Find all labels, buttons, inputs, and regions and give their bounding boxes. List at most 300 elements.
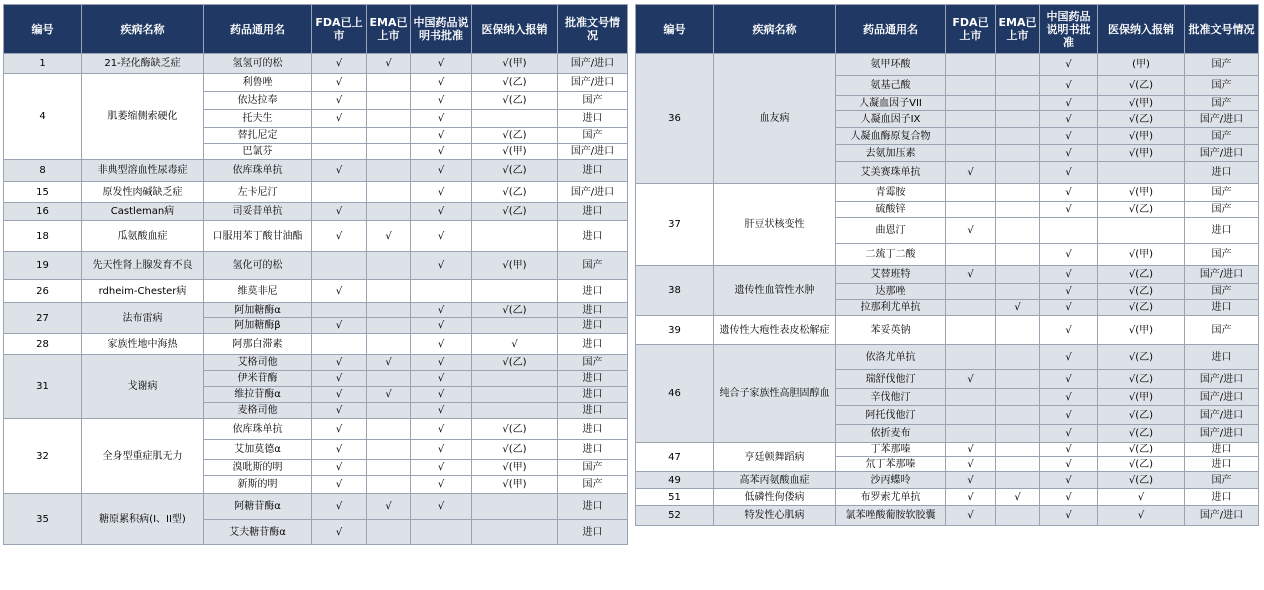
drug-name-cell: 氨基己酸 bbox=[836, 76, 946, 96]
disease-id-cell: 31 bbox=[4, 355, 82, 419]
china-approval-cell: √ bbox=[411, 355, 472, 371]
drug-name-cell: 拉那利尤单抗 bbox=[836, 300, 946, 316]
drug-name-cell: 依折麦布 bbox=[836, 425, 946, 443]
disease-id-cell: 47 bbox=[636, 443, 714, 472]
china-approval-cell: √ bbox=[411, 476, 472, 494]
column-header: 药品通用名 bbox=[836, 5, 946, 54]
approval-number-cell: 进口 bbox=[1185, 218, 1259, 244]
table-header-left bbox=[4, 5, 628, 54]
fda-cell: √ bbox=[312, 92, 367, 110]
drug-name-cell: 依库珠单抗 bbox=[204, 419, 312, 440]
ema-cell bbox=[367, 303, 411, 318]
drug-name-cell: 依达拉奉 bbox=[204, 92, 312, 110]
column-header: 批准文号情况 bbox=[1185, 5, 1259, 54]
disease-name-cell: 遗传性血管性水肿 bbox=[714, 266, 836, 316]
table-row bbox=[636, 443, 1259, 457]
china-approval-cell: √ bbox=[411, 440, 472, 460]
ema-cell bbox=[996, 506, 1040, 526]
fda-cell bbox=[946, 284, 996, 300]
ema-cell bbox=[367, 334, 411, 355]
disease-id-cell: 28 bbox=[4, 334, 82, 355]
disease-id-cell: 51 bbox=[636, 489, 714, 506]
approval-number-cell: 进口 bbox=[1185, 300, 1259, 316]
china-approval-cell: √ bbox=[1040, 184, 1098, 202]
fda-cell bbox=[946, 54, 996, 76]
insurance-cell: √(乙) bbox=[1098, 406, 1185, 425]
approval-number-cell: 进口 bbox=[558, 318, 628, 334]
approval-number-cell: 进口 bbox=[558, 371, 628, 387]
china-approval-cell: √ bbox=[411, 182, 472, 203]
insurance-cell bbox=[472, 110, 558, 128]
fda-cell bbox=[946, 76, 996, 96]
china-approval-cell: √ bbox=[411, 221, 472, 252]
insurance-cell: (甲) bbox=[1098, 54, 1185, 76]
china-approval-cell: √ bbox=[1040, 162, 1098, 184]
drug-name-cell: 艾替班特 bbox=[836, 266, 946, 284]
insurance-cell: √(乙) bbox=[1098, 266, 1185, 284]
fda-cell: √ bbox=[312, 494, 367, 520]
insurance-cell: √(甲) bbox=[1098, 145, 1185, 162]
column-header: 批准文号情况 bbox=[558, 5, 628, 54]
disease-name-cell: 遗传性大疱性表皮松解症 bbox=[714, 316, 836, 345]
fda-cell bbox=[946, 184, 996, 202]
china-approval-cell: √ bbox=[1040, 111, 1098, 128]
china-approval-cell: √ bbox=[411, 387, 472, 403]
fda-cell bbox=[312, 334, 367, 355]
ema-cell: √ bbox=[996, 489, 1040, 506]
disease-name-cell: 特发性心肌病 bbox=[714, 506, 836, 526]
china-approval-cell: √ bbox=[1040, 284, 1098, 300]
approval-number-cell: 国产/进口 bbox=[558, 74, 628, 92]
china-approval-cell: √ bbox=[411, 371, 472, 387]
fda-cell: √ bbox=[312, 318, 367, 334]
table-row bbox=[4, 334, 628, 355]
fda-cell: √ bbox=[312, 110, 367, 128]
china-approval-cell: √ bbox=[411, 203, 472, 221]
disease-name-cell: 戈谢病 bbox=[82, 355, 204, 419]
approval-number-cell: 国产 bbox=[1185, 284, 1259, 300]
china-approval-cell: √ bbox=[1040, 472, 1098, 489]
china-approval-cell: √ bbox=[411, 318, 472, 334]
column-header: 医保纳入报销 bbox=[472, 5, 558, 54]
drug-name-cell: 替扎尼定 bbox=[204, 128, 312, 144]
china-approval-cell: √ bbox=[411, 252, 472, 280]
table-row bbox=[636, 316, 1259, 345]
drug-name-cell: 苯妥英钠 bbox=[836, 316, 946, 345]
ema-cell bbox=[996, 162, 1040, 184]
approval-number-cell: 国产 bbox=[558, 252, 628, 280]
ema-cell bbox=[367, 128, 411, 144]
fda-cell: √ bbox=[946, 489, 996, 506]
approval-number-cell: 进口 bbox=[558, 440, 628, 460]
insurance-cell bbox=[472, 221, 558, 252]
ema-cell bbox=[996, 184, 1040, 202]
ema-cell bbox=[367, 252, 411, 280]
ema-cell: √ bbox=[367, 387, 411, 403]
drug-name-cell: 左卡尼汀 bbox=[204, 182, 312, 203]
approval-number-cell: 国产/进口 bbox=[558, 144, 628, 160]
ema-cell bbox=[996, 457, 1040, 472]
drug-name-cell: 辛伐他汀 bbox=[836, 389, 946, 406]
insurance-cell: √(甲) bbox=[1098, 316, 1185, 345]
insurance-cell: √(乙) bbox=[472, 303, 558, 318]
ema-cell bbox=[996, 316, 1040, 345]
approval-number-cell: 国产/进口 bbox=[1185, 266, 1259, 284]
approval-number-cell: 国产 bbox=[558, 460, 628, 476]
insurance-cell: √(乙) bbox=[1098, 76, 1185, 96]
china-approval-cell: √ bbox=[411, 92, 472, 110]
ema-cell bbox=[996, 345, 1040, 370]
approval-number-cell: 国产 bbox=[1185, 76, 1259, 96]
china-approval-cell: √ bbox=[411, 303, 472, 318]
china-approval-cell: √ bbox=[411, 403, 472, 419]
drug-name-cell: 阿糖苷酶α bbox=[204, 494, 312, 520]
china-approval-cell: √ bbox=[411, 460, 472, 476]
insurance-cell: √(乙) bbox=[472, 128, 558, 144]
drug-table-left bbox=[3, 4, 628, 545]
approval-number-cell: 进口 bbox=[558, 419, 628, 440]
approval-number-cell: 国产/进口 bbox=[1185, 425, 1259, 443]
disease-id-cell: 16 bbox=[4, 203, 82, 221]
approval-number-cell: 进口 bbox=[558, 221, 628, 252]
ema-cell bbox=[367, 203, 411, 221]
china-approval-cell: √ bbox=[1040, 406, 1098, 425]
insurance-cell bbox=[1098, 162, 1185, 184]
china-approval-cell: √ bbox=[1040, 300, 1098, 316]
ema-cell bbox=[996, 370, 1040, 389]
china-approval-cell: √ bbox=[411, 419, 472, 440]
drug-name-cell: 托夫生 bbox=[204, 110, 312, 128]
fda-cell bbox=[946, 244, 996, 266]
drug-name-cell: 溴吡斯的明 bbox=[204, 460, 312, 476]
fda-cell: √ bbox=[946, 506, 996, 526]
fda-cell: √ bbox=[312, 403, 367, 419]
approval-number-cell: 国产 bbox=[558, 128, 628, 144]
fda-cell bbox=[946, 145, 996, 162]
column-header: FDA已上市 bbox=[312, 5, 367, 54]
column-header: EMA已上市 bbox=[996, 5, 1040, 54]
table-row bbox=[4, 355, 628, 371]
drug-name-cell: 艾夫糖苷酶α bbox=[204, 520, 312, 545]
ema-cell bbox=[996, 111, 1040, 128]
insurance-cell bbox=[472, 280, 558, 303]
disease-id-cell: 38 bbox=[636, 266, 714, 316]
disease-id-cell: 37 bbox=[636, 184, 714, 266]
drug-name-cell: 瑞舒伐他汀 bbox=[836, 370, 946, 389]
fda-cell bbox=[946, 111, 996, 128]
column-header: 中国药品说明书批准 bbox=[411, 5, 472, 54]
china-approval-cell: √ bbox=[1040, 145, 1098, 162]
column-header: 疾病名称 bbox=[714, 5, 836, 54]
insurance-cell: √(乙) bbox=[472, 419, 558, 440]
drug-name-cell: 麦格司他 bbox=[204, 403, 312, 419]
insurance-cell: √(甲) bbox=[1098, 96, 1185, 111]
disease-id-cell: 18 bbox=[4, 221, 82, 252]
table-row bbox=[636, 266, 1259, 284]
fda-cell: √ bbox=[312, 419, 367, 440]
ema-cell: √ bbox=[367, 221, 411, 252]
disease-id-cell: 4 bbox=[4, 74, 82, 160]
insurance-cell bbox=[472, 387, 558, 403]
fda-cell: √ bbox=[312, 221, 367, 252]
approval-number-cell: 国产/进口 bbox=[1185, 389, 1259, 406]
fda-cell bbox=[946, 128, 996, 145]
china-approval-cell bbox=[411, 280, 472, 303]
fda-cell bbox=[312, 252, 367, 280]
approval-number-cell: 进口 bbox=[558, 303, 628, 318]
ema-cell bbox=[996, 96, 1040, 111]
china-approval-cell: √ bbox=[1040, 76, 1098, 96]
insurance-cell: √(乙) bbox=[1098, 443, 1185, 457]
disease-name-cell: 全身型重症肌无力 bbox=[82, 419, 204, 494]
fda-cell bbox=[946, 202, 996, 218]
ema-cell bbox=[367, 419, 411, 440]
ema-cell bbox=[367, 318, 411, 334]
china-approval-cell: √ bbox=[1040, 389, 1098, 406]
ema-cell bbox=[996, 202, 1040, 218]
table-header-right bbox=[636, 5, 1259, 54]
approval-number-cell: 进口 bbox=[558, 403, 628, 419]
table-row bbox=[4, 182, 628, 203]
china-approval-cell: √ bbox=[1040, 316, 1098, 345]
china-approval-cell: √ bbox=[1040, 370, 1098, 389]
fda-cell: √ bbox=[312, 280, 367, 303]
approval-number-cell: 国产/进口 bbox=[558, 182, 628, 203]
table-row bbox=[4, 494, 628, 520]
drug-name-cell: 氘丁苯那嗪 bbox=[836, 457, 946, 472]
fda-cell: √ bbox=[312, 74, 367, 92]
insurance-cell bbox=[472, 318, 558, 334]
ema-cell bbox=[367, 160, 411, 182]
drug-name-cell: 司妥昔单抗 bbox=[204, 203, 312, 221]
approval-number-cell: 国产 bbox=[558, 92, 628, 110]
drug-name-cell: 氢氢可的松 bbox=[204, 54, 312, 74]
disease-id-cell: 39 bbox=[636, 316, 714, 345]
china-approval-cell: √ bbox=[1040, 489, 1098, 506]
drug-name-cell: 人凝血因子IX bbox=[836, 111, 946, 128]
insurance-cell: √(乙) bbox=[472, 160, 558, 182]
table-row bbox=[636, 506, 1259, 526]
drug-name-cell: 沙丙蝶呤 bbox=[836, 472, 946, 489]
insurance-cell: √(乙) bbox=[1098, 370, 1185, 389]
drug-name-cell: 维莫非尼 bbox=[204, 280, 312, 303]
approval-number-cell: 国产/进口 bbox=[1185, 111, 1259, 128]
approval-number-cell: 国产 bbox=[1185, 202, 1259, 218]
table-row bbox=[636, 184, 1259, 202]
disease-name-cell: 21-羟化酶缺乏症 bbox=[82, 54, 204, 74]
disease-name-cell: 肝豆状核变性 bbox=[714, 184, 836, 266]
approval-number-cell: 国产 bbox=[1185, 184, 1259, 202]
insurance-cell: √ bbox=[1098, 489, 1185, 506]
fda-cell: √ bbox=[946, 218, 996, 244]
fda-cell bbox=[312, 182, 367, 203]
disease-id-cell: 8 bbox=[4, 160, 82, 182]
drug-name-cell: 氢化可的松 bbox=[204, 252, 312, 280]
insurance-cell: √(乙) bbox=[1098, 300, 1185, 316]
drug-name-cell: 阿加糖酶α bbox=[204, 303, 312, 318]
insurance-cell: √(乙) bbox=[472, 92, 558, 110]
table-row bbox=[636, 489, 1259, 506]
fda-cell: √ bbox=[312, 387, 367, 403]
drug-name-cell: 曲恩汀 bbox=[836, 218, 946, 244]
fda-cell: √ bbox=[312, 355, 367, 371]
table-row bbox=[4, 252, 628, 280]
approval-number-cell: 进口 bbox=[558, 494, 628, 520]
column-header: 医保纳入报销 bbox=[1098, 5, 1185, 54]
insurance-cell: √(乙) bbox=[1098, 111, 1185, 128]
fda-cell: √ bbox=[946, 162, 996, 184]
ema-cell: √ bbox=[367, 54, 411, 74]
china-approval-cell: √ bbox=[1040, 425, 1098, 443]
ema-cell bbox=[367, 74, 411, 92]
disease-id-cell: 35 bbox=[4, 494, 82, 545]
china-approval-cell: √ bbox=[1040, 202, 1098, 218]
china-approval-cell: √ bbox=[1040, 128, 1098, 145]
table-row bbox=[4, 160, 628, 182]
table-row bbox=[4, 203, 628, 221]
drug-name-cell: 二巯丁二酸 bbox=[836, 244, 946, 266]
ema-cell bbox=[367, 182, 411, 203]
china-approval-cell: √ bbox=[411, 128, 472, 144]
approval-number-cell: 国产 bbox=[558, 355, 628, 371]
insurance-cell: √(甲) bbox=[472, 476, 558, 494]
fda-cell: √ bbox=[312, 476, 367, 494]
disease-name-cell: 糖原累积病(I、II型) bbox=[82, 494, 204, 545]
approval-number-cell: 国产 bbox=[558, 476, 628, 494]
table-row bbox=[4, 419, 628, 440]
disease-name-cell: 先天性肾上腺发育不良 bbox=[82, 252, 204, 280]
insurance-cell: √(乙) bbox=[1098, 425, 1185, 443]
ema-cell bbox=[996, 244, 1040, 266]
ema-cell: √ bbox=[367, 355, 411, 371]
approval-number-cell: 进口 bbox=[558, 160, 628, 182]
fda-cell: √ bbox=[312, 460, 367, 476]
china-approval-cell: √ bbox=[411, 110, 472, 128]
fda-cell bbox=[946, 96, 996, 111]
disease-name-cell: 高苯丙氨酸血症 bbox=[714, 472, 836, 489]
disease-name-cell: 非典型溶血性尿毒症 bbox=[82, 160, 204, 182]
insurance-cell: √(乙) bbox=[1098, 345, 1185, 370]
ema-cell bbox=[367, 440, 411, 460]
insurance-cell bbox=[472, 403, 558, 419]
drug-name-cell: 人凝血酶原复合物 bbox=[836, 128, 946, 145]
china-approval-cell bbox=[411, 520, 472, 545]
approval-number-cell: 进口 bbox=[558, 334, 628, 355]
insurance-cell: √(乙) bbox=[1098, 457, 1185, 472]
ema-cell bbox=[367, 371, 411, 387]
insurance-cell: √(甲) bbox=[472, 460, 558, 476]
insurance-cell: √ bbox=[1098, 506, 1185, 526]
fda-cell: √ bbox=[312, 371, 367, 387]
china-approval-cell: √ bbox=[411, 160, 472, 182]
approval-number-cell: 进口 bbox=[558, 280, 628, 303]
column-header: 编号 bbox=[4, 5, 82, 54]
ema-cell bbox=[996, 266, 1040, 284]
ema-cell bbox=[996, 76, 1040, 96]
insurance-cell bbox=[472, 520, 558, 545]
approval-number-cell: 国产/进口 bbox=[1185, 506, 1259, 526]
ema-cell bbox=[367, 110, 411, 128]
drug-name-cell: 丁苯那嗪 bbox=[836, 443, 946, 457]
column-header: EMA已上市 bbox=[367, 5, 411, 54]
disease-id-cell: 19 bbox=[4, 252, 82, 280]
drug-name-cell: 氨甲环酸 bbox=[836, 54, 946, 76]
drug-name-cell: 依库珠单抗 bbox=[204, 160, 312, 182]
disease-id-cell: 52 bbox=[636, 506, 714, 526]
column-header: 中国药品说明书批准 bbox=[1040, 5, 1098, 54]
fda-cell: √ bbox=[312, 203, 367, 221]
drug-name-cell: 伊米苷酶 bbox=[204, 371, 312, 387]
drug-name-cell: 氯苯唑酸葡胺软胶囊 bbox=[836, 506, 946, 526]
china-approval-cell: √ bbox=[1040, 443, 1098, 457]
ema-cell bbox=[996, 472, 1040, 489]
approval-number-cell: 进口 bbox=[558, 110, 628, 128]
china-approval-cell: √ bbox=[411, 494, 472, 520]
insurance-cell bbox=[1098, 218, 1185, 244]
insurance-cell: √(乙) bbox=[1098, 472, 1185, 489]
disease-name-cell: 原发性肉碱缺乏症 bbox=[82, 182, 204, 203]
insurance-cell: √(甲) bbox=[1098, 389, 1185, 406]
drug-name-cell: 去氨加压素 bbox=[836, 145, 946, 162]
table-row bbox=[636, 472, 1259, 489]
insurance-cell: √ bbox=[472, 334, 558, 355]
china-approval-cell: √ bbox=[1040, 244, 1098, 266]
approval-number-cell: 国产 bbox=[1185, 244, 1259, 266]
disease-name-cell: 肌萎缩侧索硬化 bbox=[82, 74, 204, 160]
column-header: FDA已上市 bbox=[946, 5, 996, 54]
disease-name-cell: 低磷性佝偻病 bbox=[714, 489, 836, 506]
disease-id-cell: 27 bbox=[4, 303, 82, 334]
china-approval-cell: √ bbox=[411, 334, 472, 355]
ema-cell bbox=[996, 218, 1040, 244]
column-header: 药品通用名 bbox=[204, 5, 312, 54]
insurance-cell: √(甲) bbox=[1098, 128, 1185, 145]
insurance-cell: √(乙) bbox=[472, 74, 558, 92]
fda-cell bbox=[946, 300, 996, 316]
disease-name-cell: Castleman病 bbox=[82, 203, 204, 221]
china-approval-cell: √ bbox=[411, 54, 472, 74]
fda-cell bbox=[946, 406, 996, 425]
insurance-cell: √(甲) bbox=[472, 144, 558, 160]
approval-number-cell: 进口 bbox=[558, 203, 628, 221]
fda-cell bbox=[312, 144, 367, 160]
china-approval-cell: √ bbox=[411, 144, 472, 160]
ema-cell bbox=[367, 460, 411, 476]
table-row bbox=[4, 303, 628, 318]
fda-cell: √ bbox=[946, 472, 996, 489]
approval-number-cell: 国产 bbox=[1185, 96, 1259, 111]
disease-id-cell: 36 bbox=[636, 54, 714, 184]
insurance-cell: √(乙) bbox=[1098, 284, 1185, 300]
insurance-cell: √(乙) bbox=[472, 182, 558, 203]
insurance-cell: √(甲) bbox=[472, 54, 558, 74]
disease-id-cell: 1 bbox=[4, 54, 82, 74]
insurance-cell: √(甲) bbox=[472, 252, 558, 280]
china-approval-cell: √ bbox=[1040, 54, 1098, 76]
insurance-cell bbox=[472, 371, 558, 387]
disease-name-cell: 法布雷病 bbox=[82, 303, 204, 334]
insurance-cell: √(乙) bbox=[472, 203, 558, 221]
insurance-cell bbox=[472, 494, 558, 520]
drug-name-cell: 阿托伐他汀 bbox=[836, 406, 946, 425]
disease-name-cell: 纯合子家族性高胆固醇血 bbox=[714, 345, 836, 443]
table-row bbox=[4, 74, 628, 92]
drug-name-cell: 利鲁唑 bbox=[204, 74, 312, 92]
approval-number-cell: 国产 bbox=[1185, 472, 1259, 489]
column-header: 疾病名称 bbox=[82, 5, 204, 54]
fda-cell: √ bbox=[312, 54, 367, 74]
china-approval-cell: √ bbox=[1040, 345, 1098, 370]
